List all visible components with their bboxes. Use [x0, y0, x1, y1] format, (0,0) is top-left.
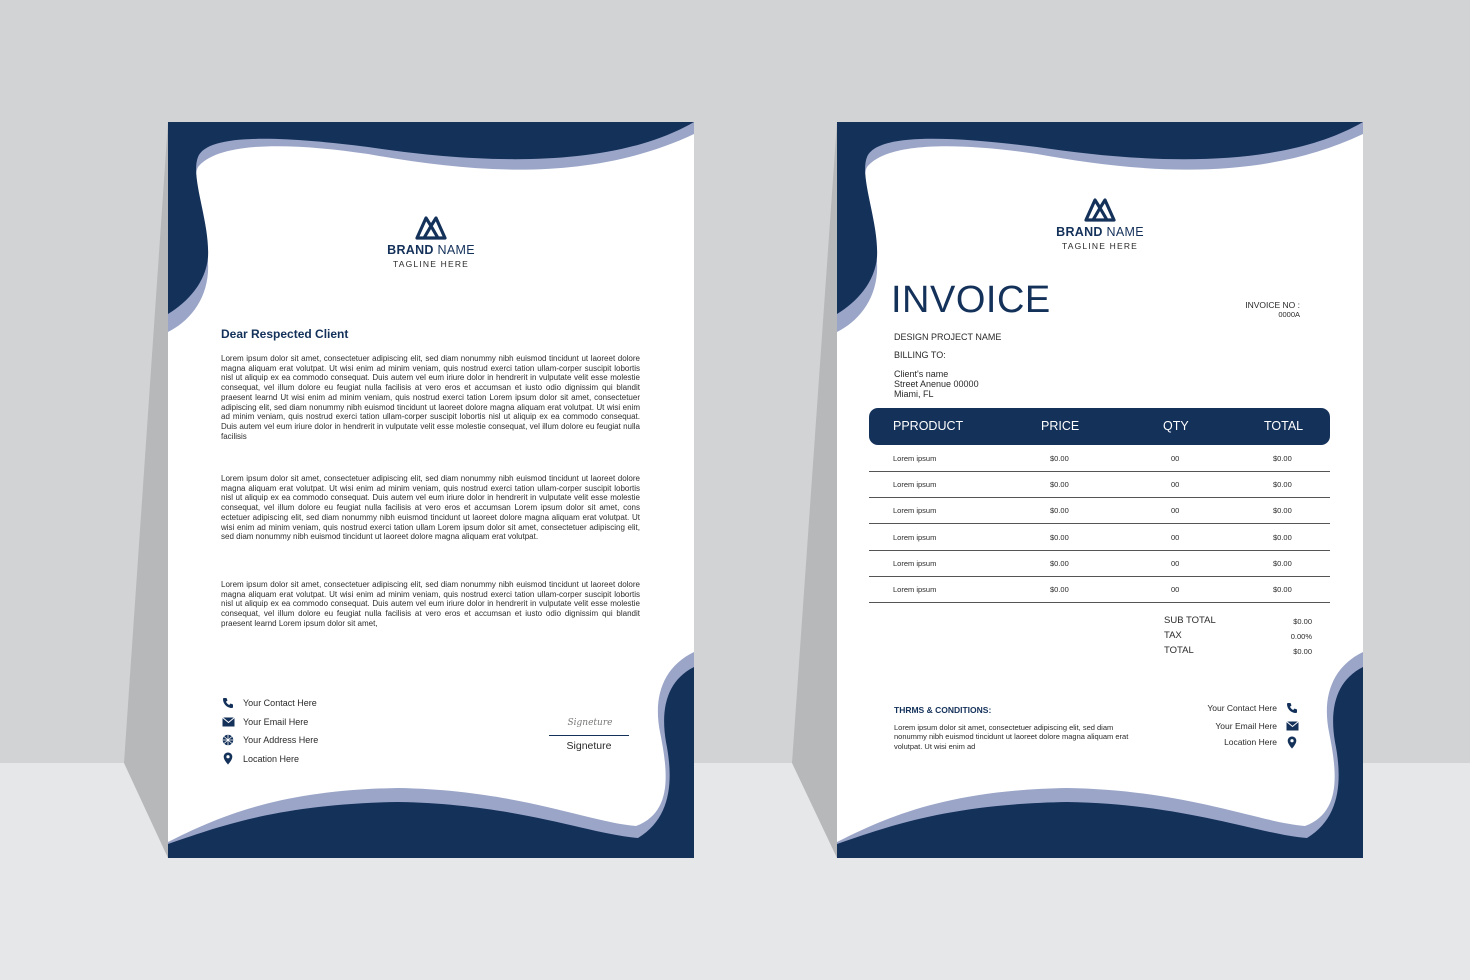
cell-product: Lorem ipsum: [893, 558, 937, 568]
total-label: TOTAL: [1164, 645, 1194, 656]
cell-total: $0.00: [1273, 532, 1292, 542]
cell-total: $0.00: [1273, 558, 1292, 568]
column-qty: QTY: [1163, 419, 1189, 433]
signature-line: [549, 735, 629, 736]
cell-price: $0.00: [1050, 585, 1069, 594]
column-price: PRICE: [1041, 419, 1080, 433]
cell-qty: 00: [1171, 558, 1180, 568]
total-value: $0.00: [1293, 647, 1312, 656]
invoice-contact-location-text: Location Here: [1224, 737, 1277, 747]
table-row: [869, 497, 1330, 524]
cell-total: $0.00: [1273, 506, 1292, 516]
body-paragraph-1: Lorem ipsum dolor sit amet, consectetuer adipiscing elit, sed diam nonummy nibh euismod tincidunt ut laoreet dolore magna aliquam erat volutpat. Ut wisi enim ad minim veniam, quis nostrud exerci tation ullam-corper suscipit lobortis nisl ut aliquip ex ea commodo consequat. Duis autem vel eum iriure dolor in hendrerit in vulputate velit esse molestie consequat, vel illum dolore eu feugiat nulla facilisis at vero eros et accumsan et iusto odio dignissim qui blandit praesent learnd Ut wisi enim ad minim veniam, quis nostrud exerci tation Lorem ipsum dolor sit amet, consectetuer adipiscing elit, sed diam nonummy nibh euismod tincidunt ut laoreet dolore magna aliquam erat volutpat. Ut wisi enim ad minim veniam, quis nostrud exerci tation ullam-corper suscipit lobortis nisl ut aliquip ex ea commodo consequat. Duis autem vel eum iriure dolor in hendrerit in vulputate velit esse molestie consequat, vel illum dolore eu feugiat nulla facilisis: [221, 354, 640, 441]
invoice-contact-email-text: Your Email Here: [1215, 721, 1277, 731]
contact-location: [221, 750, 318, 769]
contact-address-text: Your Address Here: [243, 735, 319, 746]
letterhead-sheet: [168, 122, 694, 858]
brand-tagline: TAGLINE HERE: [1061, 241, 1139, 251]
cell-qty: 00: [1171, 480, 1180, 490]
cell-qty: 00: [1171, 506, 1180, 516]
table-row: [869, 471, 1330, 498]
phone-icon: [1285, 701, 1299, 715]
terms-text: Lorem ipsum dolor sit amet, consectetuer adipiscing elit, sed diam nonummy nibh euismod tincidunt ut laoreet dolore magna aliquam erat volutpat. Ut wisi enim ad: [894, 723, 1129, 751]
brand-tagline: TAGLINE HERE: [392, 259, 470, 269]
table-row: [869, 524, 1330, 551]
contact-phone: [221, 694, 318, 713]
tax-value: 0.00%: [1290, 632, 1312, 641]
invoice-title: INVOICE: [891, 279, 1051, 321]
invoice-table-header: [869, 408, 1330, 445]
cell-total: $0.00: [1273, 454, 1292, 463]
cell-qty: 00: [1171, 532, 1180, 542]
invoice-number: 0000A: [1278, 310, 1300, 319]
greeting: Dear Respected Client: [221, 327, 349, 341]
table-row: [869, 445, 1330, 472]
cell-price: $0.00: [1050, 532, 1069, 542]
subtotal-label: SUB TOTAL: [1164, 615, 1216, 626]
client-name: Client's name: [894, 369, 949, 379]
signature-script: Signeture: [567, 718, 613, 728]
column-product: PPRODUCT: [893, 419, 964, 433]
location-pin-icon: [221, 752, 235, 766]
cell-price: $0.00: [1050, 506, 1069, 516]
contact-location-text: Location Here: [243, 753, 300, 764]
signature-label: Signeture: [566, 740, 612, 752]
invoice-contact-phone: [1167, 700, 1299, 716]
client-city: Miami, FL: [894, 389, 934, 400]
billing-to-label: BILLING TO:: [894, 350, 946, 360]
brand-name: BRAND NAME: [387, 243, 475, 257]
cell-total: $0.00: [1273, 585, 1292, 594]
client-block: [894, 369, 979, 400]
invoice-brand-logo: [1000, 196, 1200, 251]
table-row: [869, 576, 1330, 603]
brand-logo: [331, 214, 531, 269]
cell-total: $0.00: [1273, 480, 1292, 490]
project-name: DESIGN PROJECT NAME: [894, 332, 1002, 342]
invoice-contact-email: [1167, 718, 1299, 734]
invoice-number-label: INVOICE NO :: [1245, 300, 1300, 310]
brand-mark-icon: [413, 214, 449, 240]
brand-mark-icon: [1082, 196, 1118, 222]
column-total: TOTAL: [1264, 419, 1304, 433]
body-paragraph-3: Lorem ipsum dolor sit amet, consectetuer adipiscing elit, sed diam nonummy nibh euismod tincidunt ut laoreet dolore magna aliquam erat volutpat. Ut wisi enim ad minim veniam, quis nostrud exerci tation ullam-corper suscipit lobortis nisl ut aliquip ex ea commodo consequat. Duis autem vel eum iriure dolor in hendrerit in vulputate velit esse molestie consequat, vel illum dolore eu feugiat nulla facilisis at vero eros et accumsan et iusto odio dignissim qui blandit praesent learnd Lorem ipsum dolor sit amet,: [221, 580, 640, 628]
contact-address: [221, 731, 318, 750]
contact-list: [221, 694, 318, 768]
cell-product: Lorem ipsum: [893, 585, 937, 594]
cell-product: Lorem ipsum: [893, 480, 937, 490]
client-street: Street Anenue 00000: [894, 379, 979, 390]
cell-qty: 00: [1171, 585, 1180, 594]
brand-name: BRAND NAME: [1056, 225, 1144, 239]
invoice-contact-phone-text: Your Contact Here: [1207, 703, 1277, 713]
cell-price: $0.00: [1050, 454, 1069, 463]
cell-product: Lorem ipsum: [893, 532, 937, 542]
tax-label: TAX: [1164, 630, 1182, 641]
cell-product: Lorem ipsum: [893, 454, 937, 463]
cell-price: $0.00: [1050, 558, 1069, 568]
invoice-sheet: [837, 122, 1363, 858]
email-icon: [221, 715, 235, 729]
cell-product: Lorem ipsum: [893, 506, 937, 516]
contact-email: [221, 713, 318, 732]
contact-phone-text: Your Contact Here: [243, 698, 317, 709]
email-icon: [1285, 719, 1299, 733]
contact-email-text: Your Email Here: [243, 716, 309, 727]
table-row: [869, 550, 1330, 577]
subtotal-value: $0.00: [1293, 617, 1312, 626]
terms-title: THRMS & CONDITIONS:: [894, 705, 992, 715]
cell-qty: 00: [1171, 454, 1180, 463]
cell-price: $0.00: [1050, 480, 1069, 490]
invoice-contact-location: [1167, 734, 1299, 750]
body-paragraph-2: Lorem ipsum dolor sit amet, consectetuer adipiscing elit, sed diam nonummy nibh euismod tincidunt ut laoreet dolore magna aliquam erat volutpat. Ut wisi enim ad minim veniam, quis nostrud exerci tation ullam-corper suscipit lobortis nisl ut aliquip ex ea commodo consequat. Duis autem vel eum iriure dolor in hendrerit in vulputate velit esse molestie consequat, vel illum dolore eu feugiat nulla facilisis at vero eros et accumsan Lorem ipsum dolor sit amet, cons ectetuer adipiscing elit, sed diam nonummy nibh euismod tincidunt ut laoreet dolore magna aliquam erat volutpat. Ut wisi enim ad minim veniam, quis nostrud exerci tation ullam Lorem ipsum dolor sit amet, consectetuer adipiscing elit, sed diam nonummy nibh euismod tincidunt ut laoreet dolore magna aliquam erat volutpat.: [221, 474, 640, 542]
phone-icon: [221, 696, 235, 710]
globe-icon: [221, 733, 235, 747]
location-pin-icon: [1285, 735, 1299, 749]
